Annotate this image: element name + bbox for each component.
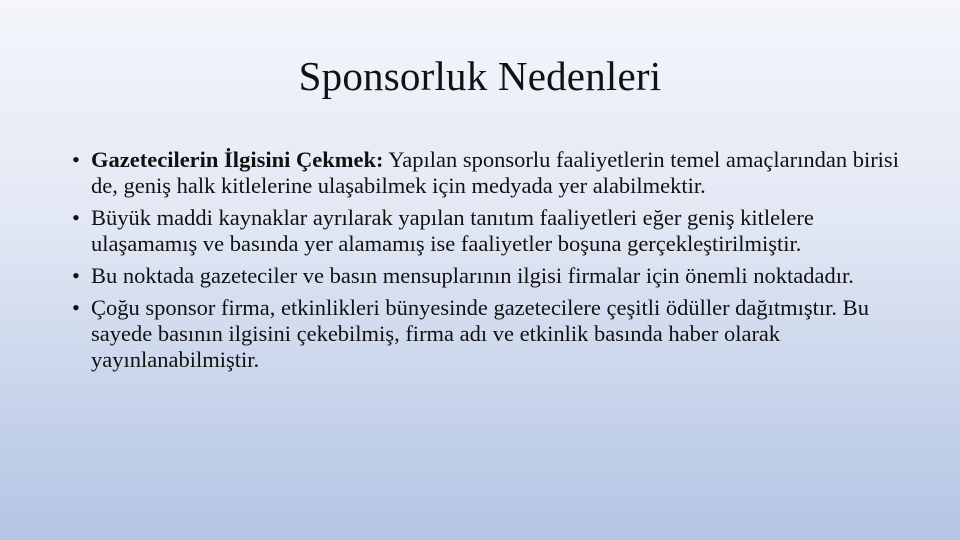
bullet-lead: Gazetecilerin İlgisini Çekmek: <box>91 147 384 172</box>
bullet-dot: • <box>72 147 80 172</box>
bullet-dot: • <box>72 263 80 288</box>
bullet-text: Yapılan sponsorlu faaliyetlerin temel amaçlarından birisi de, geniş halk kitlelerine ulaşabilmek için medyada yer alabilmektir. <box>91 147 899 198</box>
bullet-list <box>72 147 902 379</box>
bullet-item <box>72 263 902 289</box>
bullet-text: Çoğu sponsor firma, etkinlikleri bünyesinde gazetecilere çeşitli ödüller dağıtmıştır. Bu sayede basının ilgisini çekebilmiş, firma adı ve etkinlik basında haber olarak yayınlanabilmiştir. <box>91 295 869 372</box>
bullet-text: Büyük maddi kaynaklar ayrılarak yapılan tanıtım faaliyetleri eğer geniş kitlelere ulaşamamış ve basında yer alamamış ise faaliyetler boşuna gerçekleştirilmiştir. <box>91 205 814 256</box>
bullet-item <box>72 205 902 257</box>
bullet-item <box>72 147 902 199</box>
bullet-item <box>72 295 902 373</box>
bullet-dot: • <box>72 295 80 320</box>
slide-title: Sponsorluk Nedenleri <box>298 53 662 99</box>
bullet-text: Bu noktada gazeteciler ve basın mensuplarının ilgisi firmalar için önemli noktadadır. <box>91 263 854 288</box>
bullet-dot: • <box>72 205 80 230</box>
